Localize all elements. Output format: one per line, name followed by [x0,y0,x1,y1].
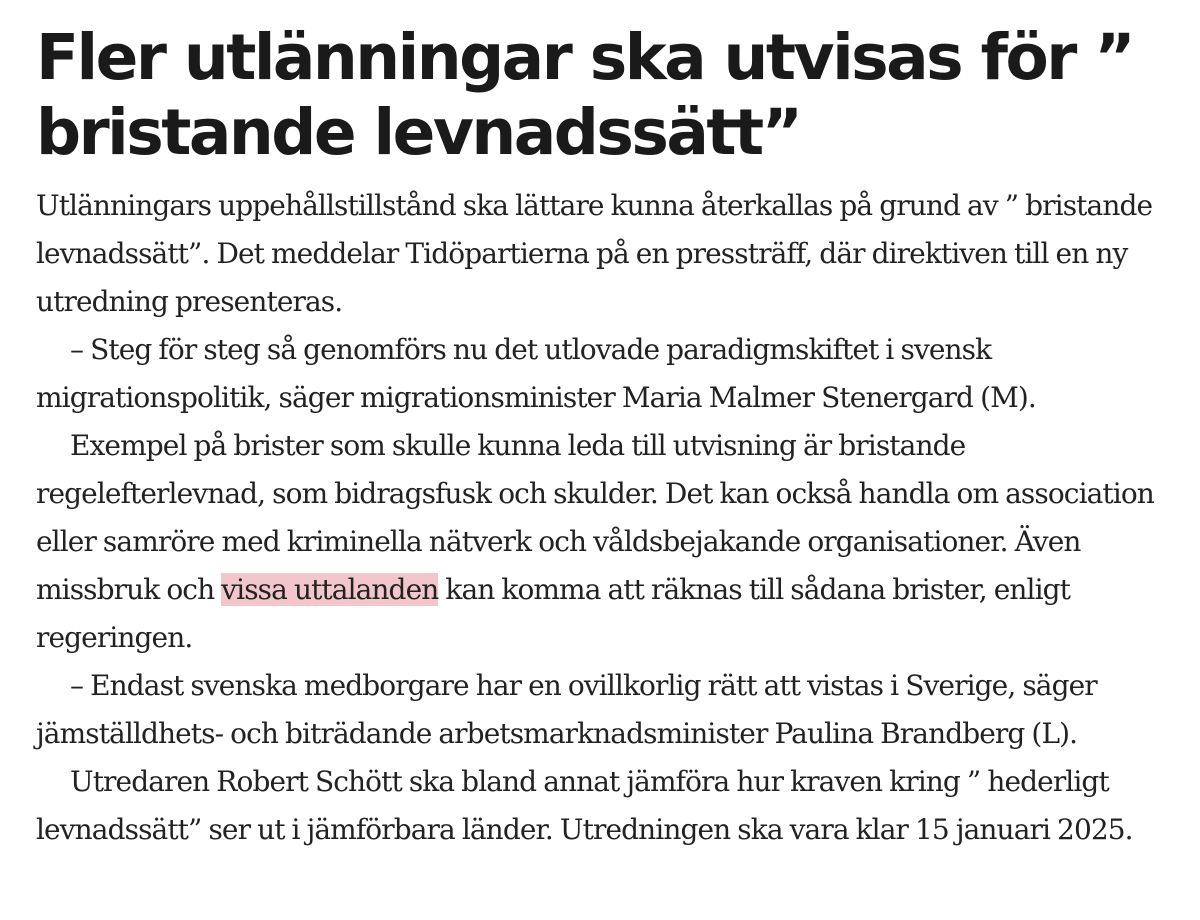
paragraph-lead: Utlänningars uppehållstillstånd ska lättare kunna återkallas på grund av ” bristande levnadssätt”. Det meddelar Tidöpartierna på en pressträff, där direktiven till en ny utredning presenteras. [36,189,1153,318]
article [36,20,1176,854]
paragraph-investigator: Utredaren Robert Schött ska bland annat jämföra hur kraven kring ” hederligt levnadssätt” ser ut i jämförbara länder. Utredningen ska vara klar 15 januari 2025. [36,765,1133,846]
paragraph-quote-brandberg: – Endast svenska medborgare har en ovillkorlig rätt att vistas i Sverige, säger jämställdhets- och biträdande arbetsmarknadsminister Paulina Brandberg (L). [36,669,1097,750]
paragraph-examples [36,422,1176,662]
paragraph-quote-minister: – Steg för steg så genomförs nu det utlovade paradigmskiftet i svensk migrationspolitik, säger migrationsminister Maria Malmer Stenergard (M). [36,333,1036,414]
paragraph-examples-start: Exempel på brister som skulle kunna leda till utvisning är bristande regelefterlevnad, som bidragsfusk och skulder. Det kan också handla om association eller samröre med kriminella nätverk och våldsbejakande organisationer. Även missbruk och [36,429,1154,606]
headline: Fler utlänningar ska utvisas för ” bristande levnadssätt” [36,21,1134,169]
article-body [36,182,1176,854]
highlighted-text: vissa uttalanden [221,573,439,606]
paragraph-examples-end: kan komma att räknas till sådana brister, enligt regeringen. [36,573,1071,654]
